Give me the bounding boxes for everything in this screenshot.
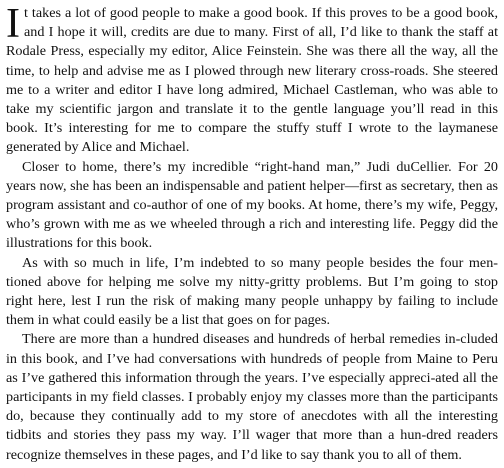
acknowledgments-page <box>6 1 498 465</box>
paragraph-2: Closer to home, there’s my incredible “right-hand man,” Judi duCellier. For 20 years now, she has been an indispensable and patient helper—first as secretary, then as program assistant and co-author of one of my books. At home, there’s my wife, Peggy, who’s grown with me as we wheeled through a rich and interesting life. Peggy did the illustrations for this book. <box>6 158 498 252</box>
paragraph-1-text: t takes a lot of good people to make a good book. If this proves to be a good book, and I hope it will, credits are due to many. First of all, I’d like to thank the staff at Rodale Press, especially my editor, Alice Feinstein. She was there all the way, all the time, to help and advise me as I plowed through new literary cross-roads. She steered me to a writer and editor I have long admired, Michael Castleman, who was able to take my scientific jargon and translate it to the gentle language you’ll read in this book. It’s interesting for me to compare the stuffy stuff I wrote to the laymanese generated by Alice and Michael. <box>6 5 498 156</box>
drop-cap: I <box>6 1 20 47</box>
paragraph-1 <box>6 1 498 158</box>
paragraph-3: As with so much in life, I’m indebted to so many people besides the four men-tioned above for helping me solve my nitty-gritty problems. But I’m going to stop right here, lest I run the risk of making many people unhappy by failing to include them in what could easily be a list that goes on for pages. <box>6 254 498 329</box>
paragraph-4: There are more than a hundred diseases and hundreds of herbal remedies in-cluded in this book, and I’ve had conversations with hundreds of people from Maine to Peru as I’ve gathered this information through the years. I’ve especially appreci-ated all the participants in my field classes. I probably enjoy my classes more than the participants do, because they continually add to my store of anecdotes with all the interesting tidbits and stories they pass my way. I’ll wager that more than a hun-dred readers recognize themselves in these pages, and I’d like to say thank you to all of them. <box>6 331 498 463</box>
